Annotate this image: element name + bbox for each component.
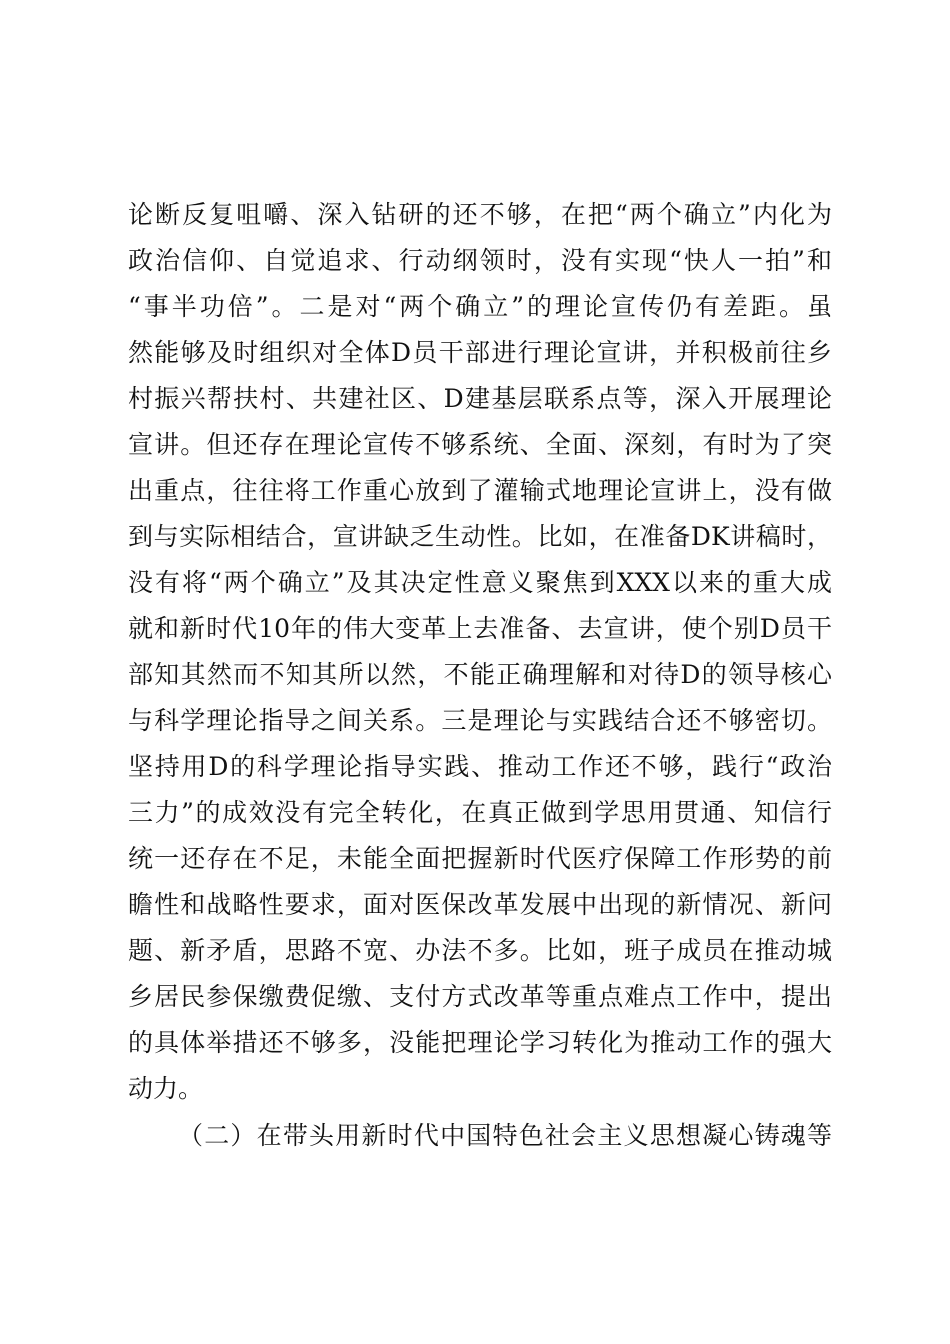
text-line: 三力”的成效没有完全转化，在真正做到学思用贯通、知信行 [128,798,832,827]
text-line: 坚持用D的科学理论指导实践、推动工作还不够，践行“政治 [128,752,832,781]
text-line-last: 动力。 [128,1074,204,1103]
text-line: 的具体举措还不够多，没能把理论学习转化为推动工作的强大 [128,1028,832,1057]
text-line: 与科学理论指导之间关系。三是理论与实践结合还不够密切。 [128,706,832,735]
text-line: “事半功倍”。二是对“两个确立”的理论宣传仍有差距。虽 [128,292,832,321]
text-line: 题、新矛盾，思路不宽、办法不多。比如，班子成员在推动城 [128,936,832,965]
text-line: 没有将“两个确立”及其决定性意义聚焦到XXX以来的重大成 [128,568,832,597]
text-line: 就和新时代10年的伟大变革上去准备、去宣讲，使个别D员干 [128,614,832,643]
text-line: 然能够及时组织对全体D员干部进行理论宣讲，并积极前往乡 [128,338,832,367]
text-line: 瞻性和战略性要求，面对医保改革发展中出现的新情况、新问 [128,890,832,919]
text-line: 出重点，往往将工作重心放到了灌输式地理论宣讲上，没有做 [128,476,832,505]
text-line: 论断反复咀嚼、深入钻研的还不够，在把“两个确立”内化为 [128,200,832,229]
text-line: 村振兴帮扶村、共建社区、D建基层联系点等，深入开展理论 [128,384,832,413]
text-line: 政治信仰、自觉追求、行动纲领时，没有实现“快人一拍”和 [128,246,832,275]
text-line: 乡居民参保缴费促缴、支付方式改革等重点难点工作中，提出 [128,982,832,1011]
text-line: 部知其然而不知其所以然，不能正确理解和对待D的领导核心 [128,660,832,689]
text-line: 到与实际相结合，宣讲缺乏生动性。比如，在准备DK讲稿时， [128,522,832,551]
section-heading: （二）在带头用新时代中国特色社会主义思想凝心铸魂等 [178,1121,832,1150]
text-line: 宣讲。但还存在理论宣传不够系统、全面、深刻，有时为了突 [128,430,832,459]
text-line: 统一还存在不足，未能全面把握新时代医疗保障工作形势的前 [128,844,832,873]
